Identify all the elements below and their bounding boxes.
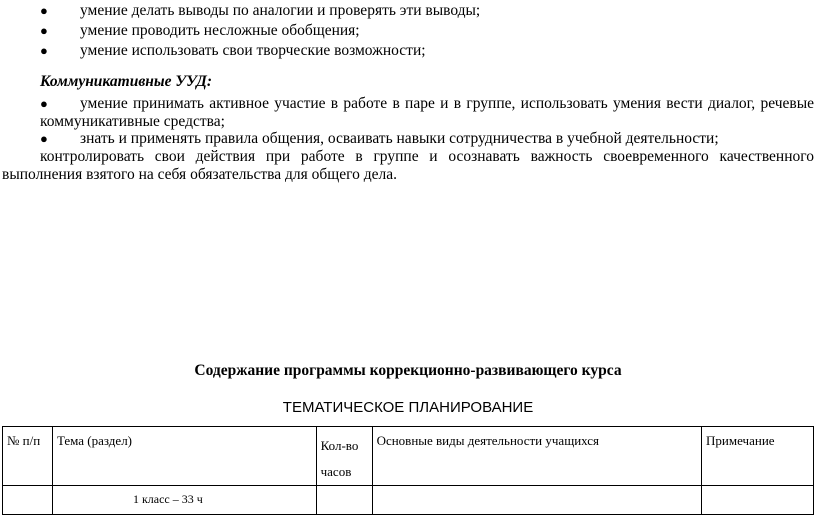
bullet-icon: ● (40, 131, 48, 146)
table-cell (702, 486, 814, 515)
header-hours (316, 427, 372, 486)
bullet-icon: ● (40, 23, 48, 38)
bullet-item: знать и применять правила общения, осваивать навыки сотрудничества в учебной деятельности; (80, 130, 719, 147)
bullet-icon: ● (40, 43, 48, 58)
header-activities: Основные виды деятельности учащихся (372, 427, 701, 486)
table-cell (316, 486, 372, 515)
section-subtitle: ТЕМАТИЧЕСКОЕ ПЛАНИРОВАНИЕ (282, 399, 534, 416)
header-num: № п/п (3, 427, 53, 486)
paragraph-line: контролировать свои действия при работе в группе и осознавать важность своевременного качественного (40, 148, 814, 165)
header-hours-line1: Кол-во (320, 438, 359, 453)
bullet-item: умение принимать активное участие в работе в паре и в группе, использовать умения вести диалог, речевые (80, 95, 814, 112)
header-topic: Тема (раздел) (52, 427, 316, 486)
table-header-row (3, 427, 814, 486)
thematic-plan-table (2, 426, 814, 515)
section-heading: Коммуникативные УУД: (40, 73, 213, 90)
bullet-item: умение проводить несложные обобщения; (80, 22, 360, 39)
table-cell (372, 486, 701, 515)
header-hours-line2: часов (320, 464, 352, 479)
table-row (3, 486, 814, 515)
page-title: Содержание программы коррекционно-развивающего курса (194, 362, 622, 379)
bullet-item: умение делать выводы по аналогии и проверять эти выводы; (80, 2, 481, 19)
bullet-item: умение использовать свои творческие возможности; (80, 42, 426, 59)
paragraph-line: выполнения взятого на себя обязательства для общего дела. (2, 166, 397, 183)
bullet-item-continued: коммуникативные средства; (40, 113, 225, 130)
bullet-icon: ● (40, 96, 48, 111)
bullet-icon: ● (40, 3, 48, 18)
class-label: 1 класс – 33 ч (52, 486, 316, 515)
table-cell (3, 486, 53, 515)
header-note: Примечание (702, 427, 814, 486)
